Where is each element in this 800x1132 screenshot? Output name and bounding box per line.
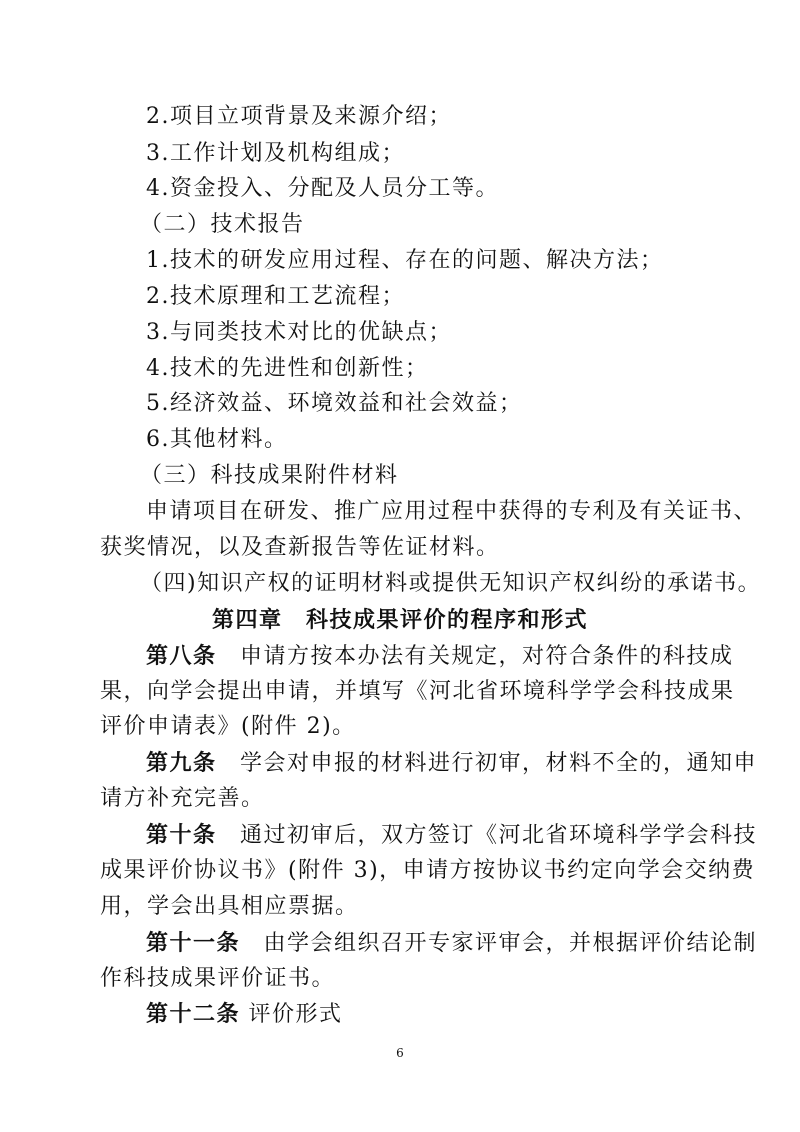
article-text: 通过初审后，双方签订《河北省环境科学学会科技: [240, 823, 758, 848]
paragraph-line: 用，学会出具相应票据。: [100, 894, 359, 919]
chapter-title: 第四章 科技成果评价的程序和形式: [211, 607, 588, 633]
article-first-line: [146, 641, 734, 672]
list-item: 4.资金投入、分配及人员分工等。: [146, 176, 499, 201]
page-number: 6: [396, 1046, 404, 1060]
paragraph-line: 获奖情况，以及查新报告等佐证材料。: [100, 535, 500, 560]
list-item: 2.技术原理和工艺流程；: [146, 284, 405, 309]
article-label: 第十二条: [146, 1001, 241, 1027]
list-item: 6.其他材料。: [146, 427, 288, 452]
section-heading: （四)知识产权的证明材料或提供无知识产权纠纷的承诺书。: [140, 571, 762, 596]
list-item: 2.项目立项背景及来源介绍；: [146, 104, 452, 129]
paragraph-line: 申请项目在研发、推广应用过程中获得的专利及有关证书、: [146, 499, 758, 524]
article-first-line: [146, 820, 757, 851]
paragraph-line: 评价申请表》(附件 2)。: [100, 714, 356, 739]
article-text: 由学会组织召开专家评审会，并根据评价结论制: [263, 931, 758, 956]
paragraph-line: 作科技成果评价证书。: [100, 966, 336, 991]
paragraph-line: 请方补充完善。: [100, 786, 265, 811]
list-item: 3.与同类技术对比的优缺点；: [146, 320, 452, 345]
article-label: 第十一条: [146, 930, 241, 956]
article-label: 第九条: [146, 750, 217, 776]
list-item: 3.工作计划及机构组成；: [146, 141, 405, 166]
list-item: 4.技术的先进性和创新性；: [146, 356, 429, 381]
article-text: 学会对申报的材料进行初审，材料不全的，通知申: [240, 751, 758, 776]
article-label: 第十条: [146, 822, 217, 848]
paragraph-line: 果，向学会提出申请，并填写《河北省环境科学学会科技成果: [100, 679, 735, 704]
article-label: 第八条: [146, 643, 217, 669]
article-text: 申请方按本办法有关规定，对符合条件的科技成: [240, 644, 734, 669]
article-first-line: [146, 748, 757, 779]
article-first-line: [146, 999, 343, 1030]
article-first-line: [146, 928, 757, 959]
paragraph-line: 成果评价协议书》(附件 3)，申请方按协议书约定向学会交纳费: [100, 858, 756, 883]
list-item: 5.经济效益、环境效益和社会效益；: [146, 391, 523, 416]
list-item: 1.技术的研发应用过程、存在的问题、解决方法；: [146, 248, 664, 273]
section-heading: （三）科技成果附件材料: [140, 463, 399, 488]
section-heading: （二）技术报告: [140, 212, 305, 237]
article-text: 评价形式: [248, 1002, 343, 1027]
